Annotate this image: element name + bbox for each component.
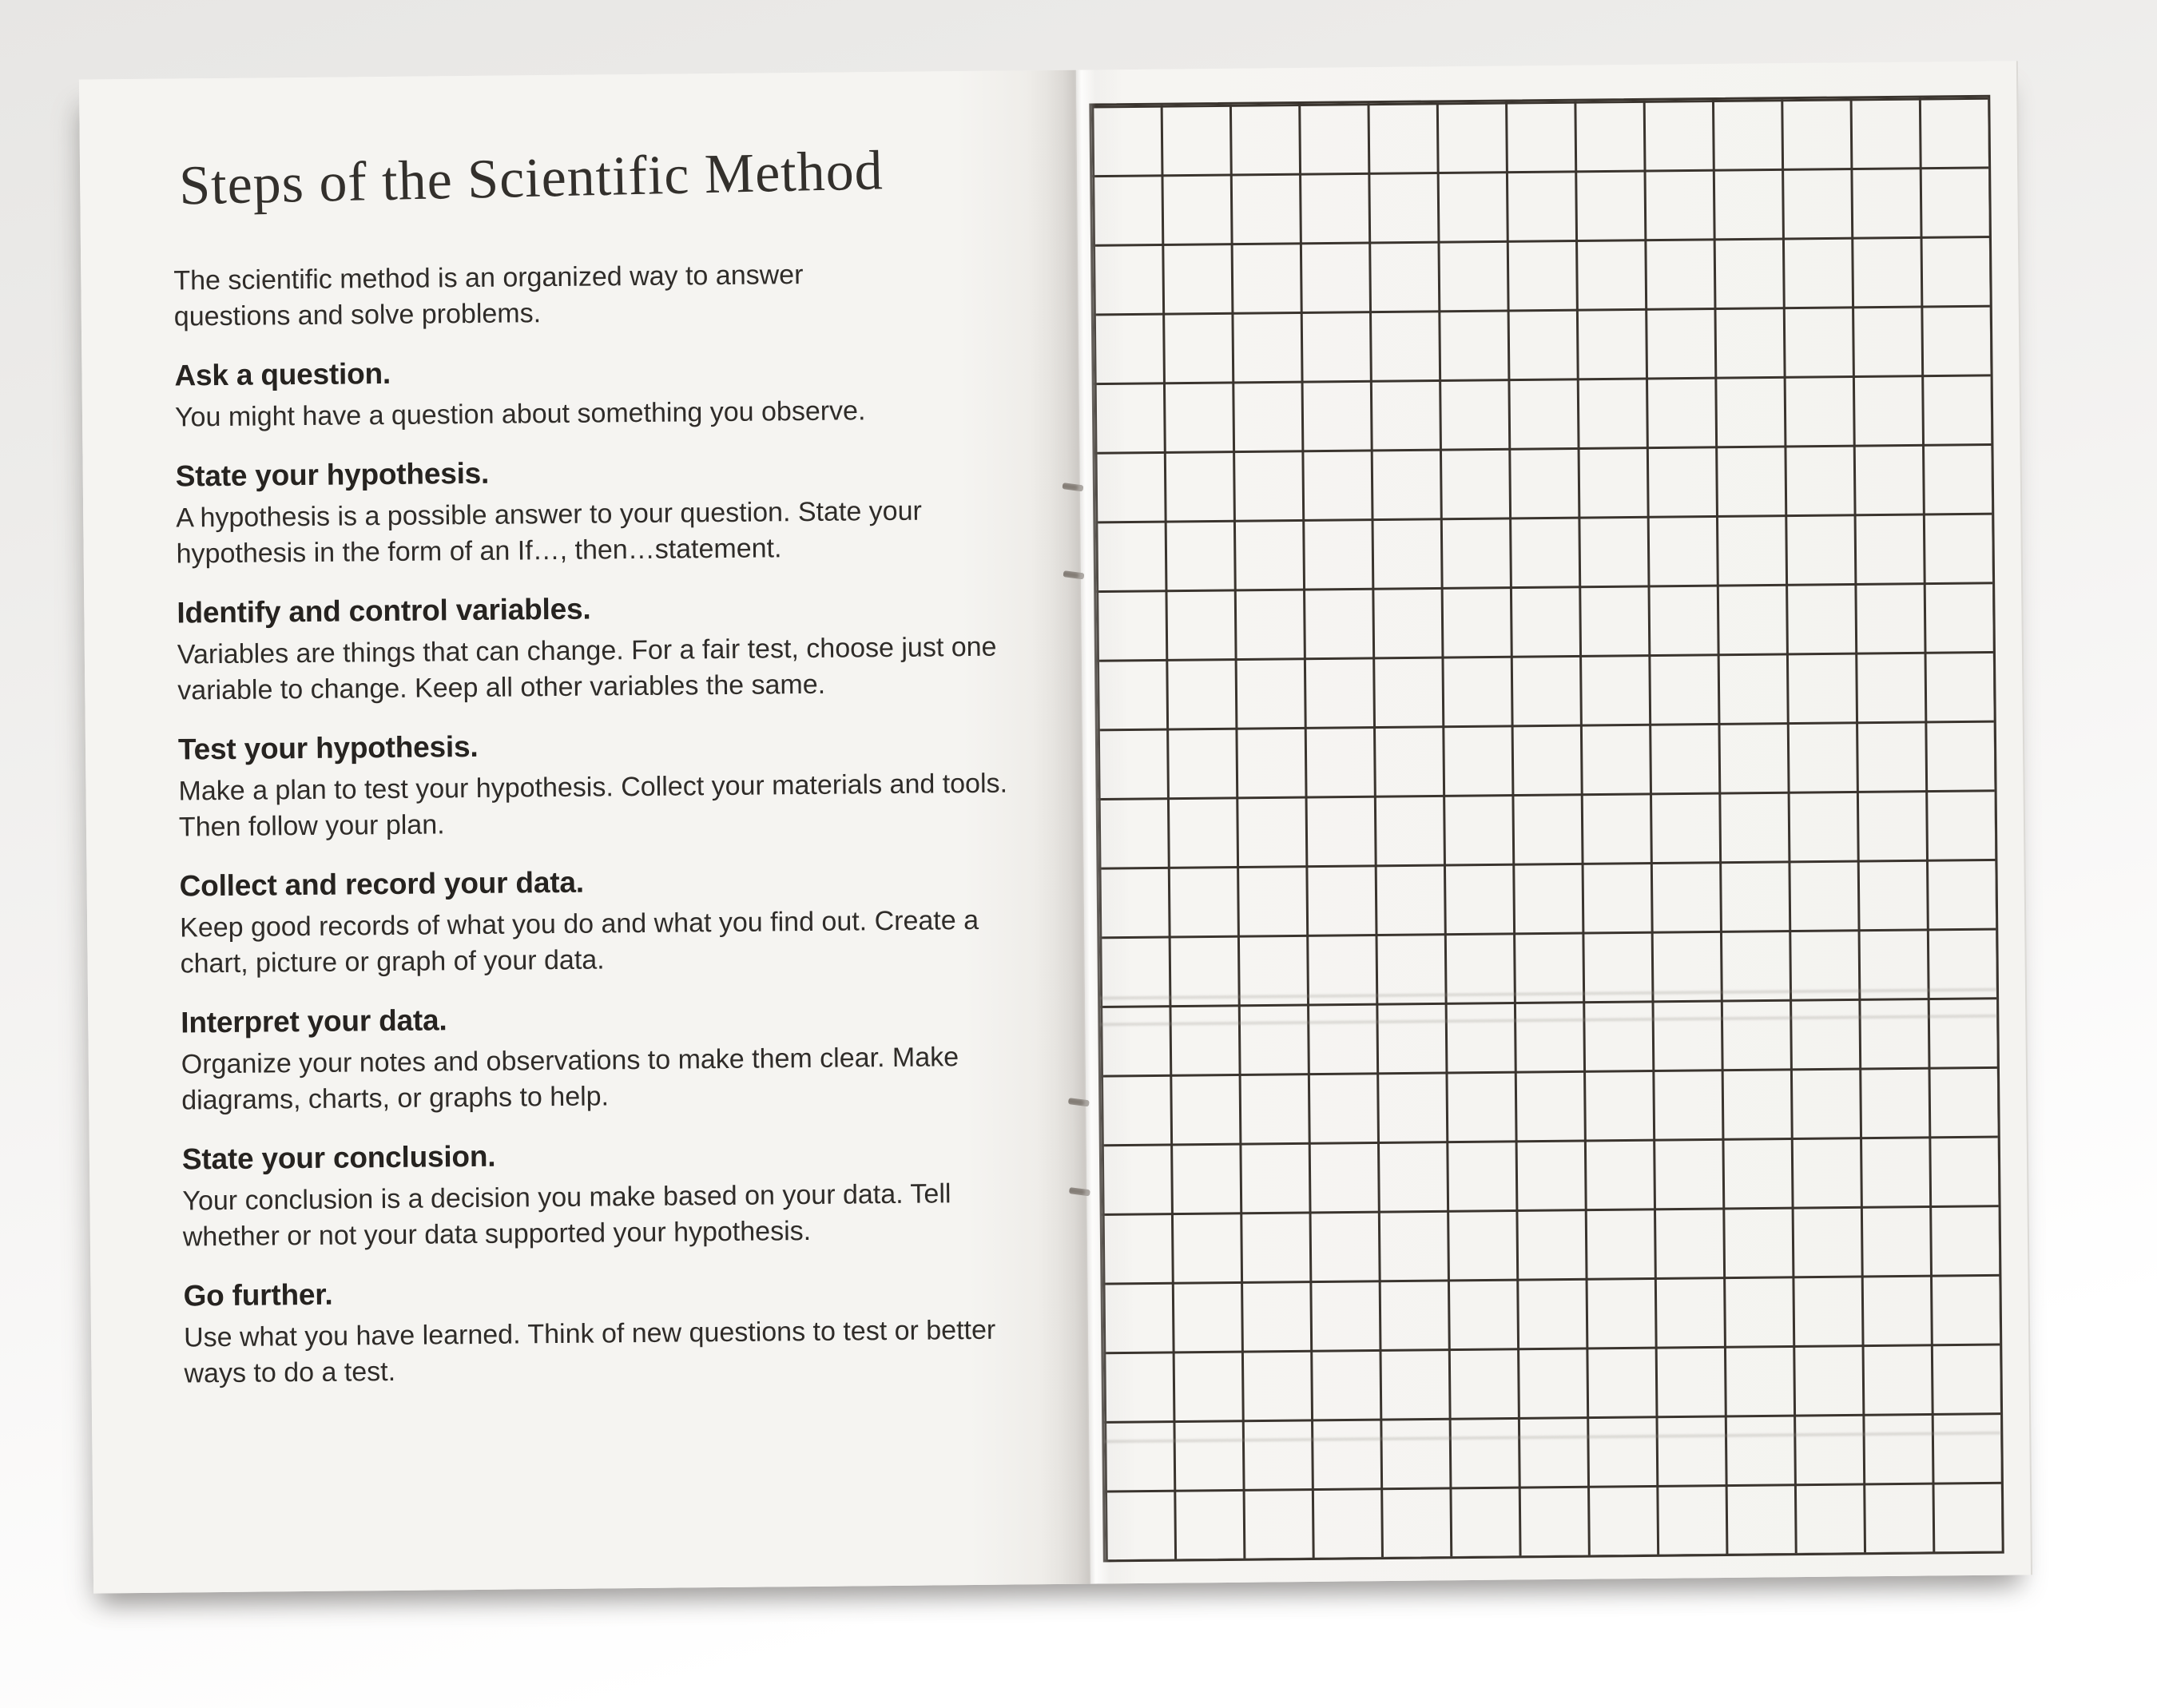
section-heading: Ask a question. bbox=[174, 356, 391, 392]
show-through-line bbox=[1100, 1015, 1996, 1027]
section-go-further bbox=[183, 1271, 1039, 1392]
show-through-line bbox=[1100, 988, 1996, 1000]
section-state-your-conclusion bbox=[182, 1134, 1038, 1255]
right-page bbox=[1076, 61, 2032, 1583]
section-heading: Test your hypothesis. bbox=[177, 729, 479, 766]
section-body: You might have a question about something you observe. bbox=[174, 395, 866, 433]
left-page bbox=[79, 70, 1090, 1594]
section-body: Your conclusion is a decision you make based on your data. Tell whether or not your data supported your hypothesis. bbox=[182, 1178, 951, 1253]
section-body: Variables are things that can change. For a fair test, choose just one variable to change. Keep all other variables the same. bbox=[177, 631, 997, 706]
section-heading: Interpret your data. bbox=[181, 1003, 447, 1039]
section-body: Use what you have learned. Think of new questions to test or better ways to do a test. bbox=[183, 1314, 996, 1389]
section-heading: Go further. bbox=[183, 1277, 333, 1313]
section-heading: State your hypothesis. bbox=[175, 456, 490, 493]
section-identify-and-control-variables bbox=[177, 588, 1032, 709]
section-heading: Identify and control variables. bbox=[177, 592, 591, 630]
section-ask-a-question bbox=[174, 351, 1030, 435]
section-body: Organize your notes and observations to make them clear. Make diagrams, charts, or graphs to help. bbox=[181, 1042, 959, 1116]
section-interpret-your-data bbox=[181, 998, 1036, 1118]
intro-paragraph: The scientific method is an organized way to answer questions and solve problems. bbox=[173, 259, 804, 332]
section-body: A hypothesis is a possible answer to your question. State your hypothesis in the form of an If…, then…statement. bbox=[176, 495, 923, 570]
section-heading: State your conclusion. bbox=[181, 1139, 496, 1176]
page-title: Steps of the Scientific Method bbox=[178, 140, 884, 217]
show-through-line bbox=[1104, 1432, 2000, 1444]
open-booklet bbox=[79, 61, 2031, 1593]
section-test-your-hypothesis bbox=[178, 725, 1034, 845]
graph-paper-grid bbox=[1089, 95, 2004, 1563]
section-heading: Collect and record your data. bbox=[179, 865, 584, 903]
section-body: Make a plan to test your hypothesis. Collect your materials and tools. Then follow your plan. bbox=[178, 768, 1008, 843]
left-page-text-column bbox=[173, 140, 1039, 1392]
section-state-your-hypothesis bbox=[176, 451, 1031, 572]
section-body: Keep good records of what you do and what you find out. Create a chart, picture or graph of your data. bbox=[179, 904, 979, 979]
section-collect-and-record-your-data bbox=[179, 861, 1035, 982]
